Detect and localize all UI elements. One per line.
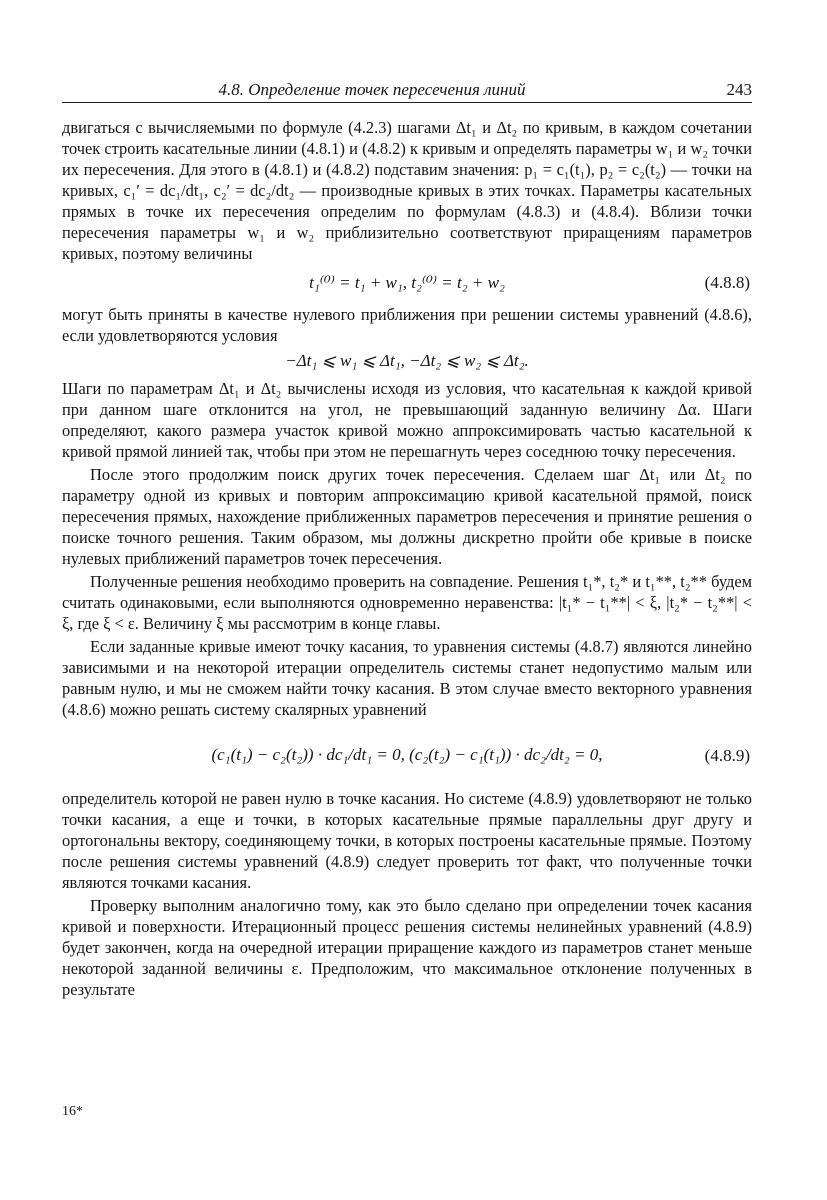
running-header (62, 80, 752, 103)
paragraph-2: могут быть приняты в качестве нулевого приближения при решении системы уравнений (4.8.6), если удовлетворяются условия (62, 305, 752, 345)
equation-number: (4.8.8) (704, 273, 750, 292)
printer-signature: 16* (62, 1104, 83, 1119)
paragraph-4: После этого продолжим поиск других точек пересечения. Сделаем шаг Δt₁ или Δt₂ по параметру одной из кривых и повторим аппроксимацию кривой касательной прямой, поиск пересечения прямых, нахождение приближенных параметров пересечения и принятие решения о поиске точного решения. Таким образом, мы должны дискретно пройти обе кривые в поиске нулевых приближений параметров точек пересечения. (62, 465, 752, 568)
equation-expression: −Δt₁ ⩽ w₁ ⩽ Δt₁, −Δt₂ ⩽ w₂ ⩽ Δt₂. (285, 351, 529, 370)
equation-4-8-8 (62, 272, 752, 298)
inequality-conditions (62, 350, 752, 374)
paragraph-5: Полученные решения необходимо проверить на совпадение. Решения t₁*, t₂* и t₁**, t₂** будем считать одинаковыми, если выполняются одновременно неравенства: |t₁* − t₁**| < ξ, |t₂* − t₂**| < ξ, где ξ < ε. Величину ξ мы рассмотрим в конце главы. (62, 572, 752, 633)
paragraph-3: Шаги по параметрам Δt₁ и Δt₂ вычислены исходя из условия, что касательная к каждой кривой при данном шаге отклонится на угол, не превышающий заданную величину Δα. Шаги определяют, какого размера участок кривой можно аппроксимировать частью касательной к кривой прямой линией так, чтобы при этом не перешагнуть через соседнюю точку пересечения. (62, 379, 752, 461)
paragraph-6: Если заданные кривые имеют точку касания, то уравнения системы (4.8.7) являются линейно зависимыми и на некоторой итерации определитель системы станет недопустимо малым или равным нулю, и мы не сможем найти точку касания. В этом случае вместо векторного уравнения (4.8.6) можно решать систему скалярных уравнений (62, 637, 752, 719)
section-title: 4.8. Определение точек пересечения линий (218, 80, 526, 99)
body-text (62, 117, 752, 1000)
paragraph-1: двигаться с вычисляемыми по формуле (4.2.3) шагами Δt₁ и Δt₂ по кривым, в каждом сочетании точек строить касательные линии (4.8.1) и (4.8.2) к кривым и определять параметры w₁ и w₂ точки их пересечения. Для этого в (4.8.1) и (4.8.2) подставим значения: p₁ = c₁(t₁), p₂ = c₂(t₂) — точки на кривых, c₁′ = dc₁/dt₁, c₂′ = dc₂/dt₂ — производные кривых в этих точках. Параметры касательных прямых в точке их пересечения определим по формулам (4.8.3) и (4.8.4). Вблизи точки пересечения параметры w₁ и w₂ приблизительно соответствуют приращениям параметров кривых, поэтому величины (62, 118, 752, 263)
equation-expression: t₁⁽⁰⁾ = t₁ + w₁, t₂⁽⁰⁾ = t₂ + w₂ (309, 273, 505, 292)
equation-4-8-9 (62, 732, 752, 778)
equation-number: (4.8.9) (704, 746, 750, 765)
equation-expression: (c₁(t₁) − c₂(t₂)) · dc₁/dt₁ = 0, (c₂(t₂) − c₁(t₁)) · dc₂/dt₂ = 0, (211, 745, 603, 764)
page-number: 243 (726, 80, 752, 99)
paragraph-7: определитель которой не равен нулю в точке касания. Но системе (4.8.9) удовлетворяют не только точки касания, а еще и точки, в которых касательные прямые параллельны друг другу и ортогональны вектору, соединяющему точки, в которых построены касательные прямые. Поэтому после решения системы уравнений (4.8.9) следует проверить тот факт, что полученные точки являются точками касания. (62, 789, 752, 892)
paragraph-8: Проверку выполним аналогично тому, как это было сделано при определении точек касания кривой и поверхности. Итерационный процесс решения системы нелинейных уравнений (4.8.9) будет закончен, когда на очередной итерации приращение каждого из параметров станет меньше некоторой заданной величины ε. Предположим, что максимальное отклонение полученных в результате (62, 896, 752, 999)
